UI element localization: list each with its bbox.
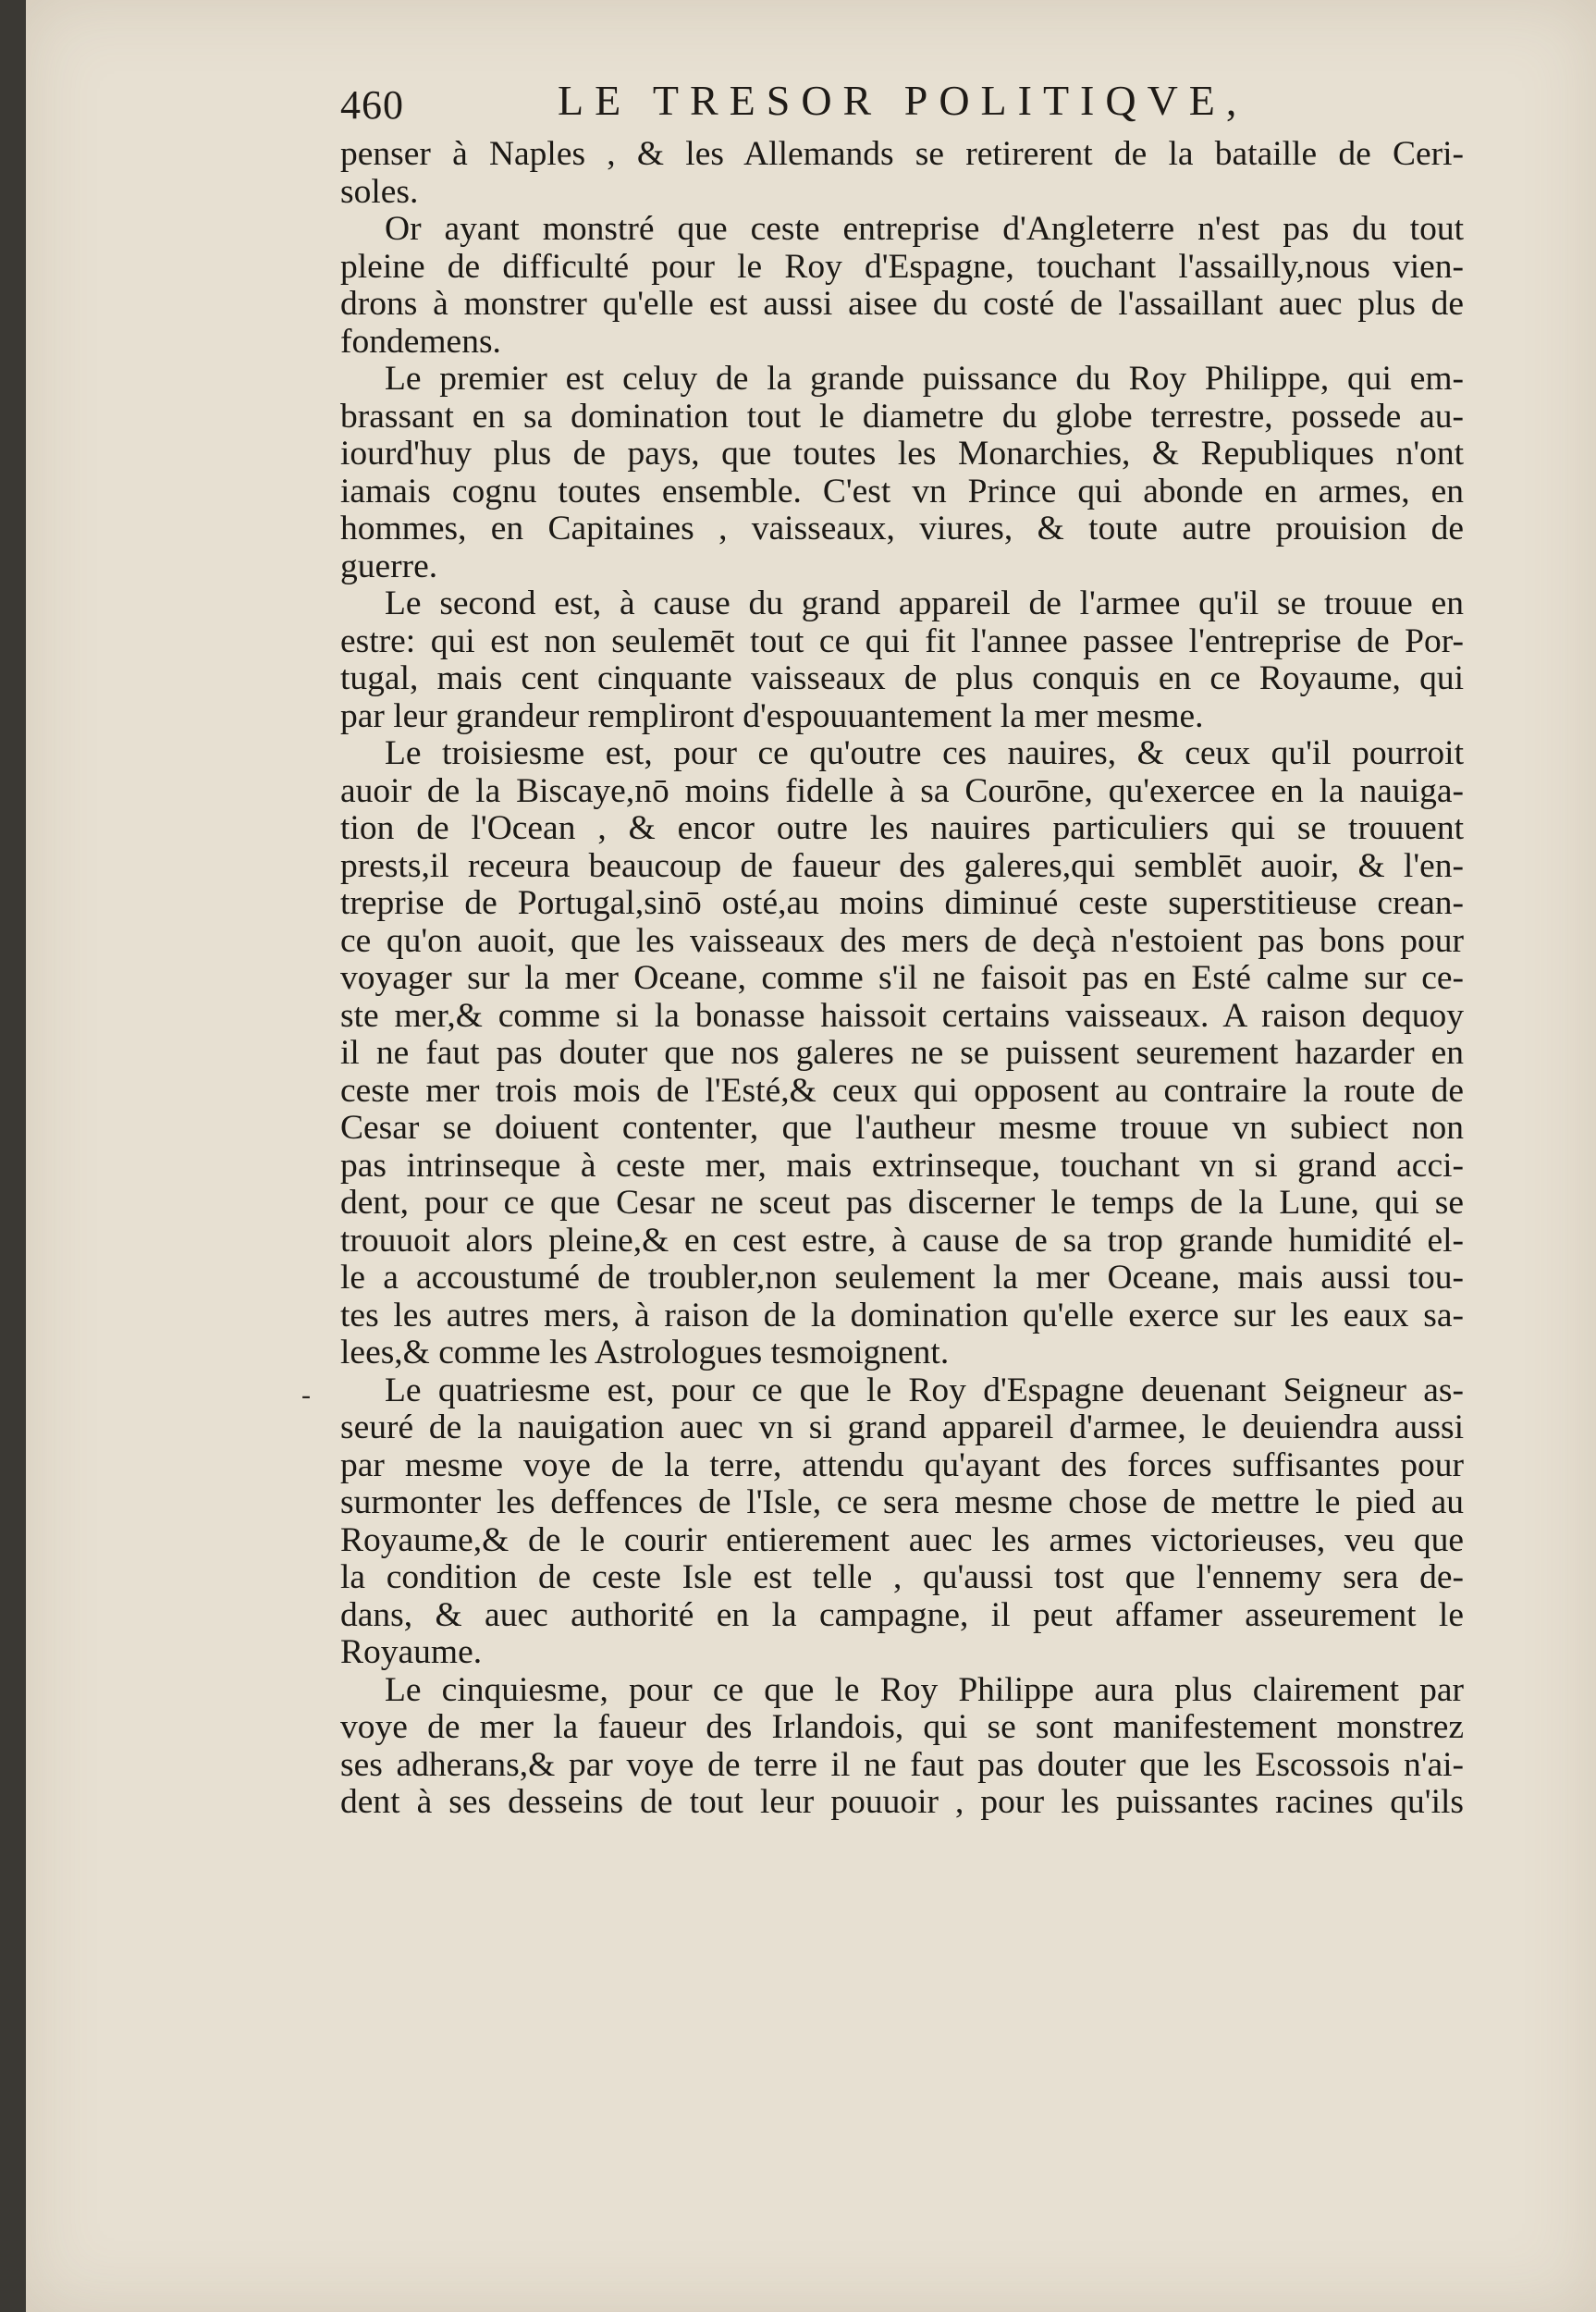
text-line: Le troisiesme est, pour ce qu'outre ces nauires, & ceux qu'il pourroit xyxy=(385,735,1464,772)
text-line: seuré de la nauigation auec vn si grand appareil d'armee, le deuiendra aussi xyxy=(340,1409,1464,1446)
text-line: Royaume,& de le courir entierement auec les armes victorieuses, veu que xyxy=(340,1521,1464,1559)
text-line: surmonter les deffences de l'Isle, ce sera mesme chose de mettre le pied au xyxy=(340,1484,1464,1521)
page-header xyxy=(340,76,1430,141)
text-line: par mesme voye de la terre, attendu qu'ayant des forces suffisantes pour xyxy=(340,1446,1464,1484)
body-text xyxy=(340,136,1464,1822)
text-line: Le quatriesme est, pour ce que le Roy d'Espagne deuenant Seigneur as- xyxy=(385,1371,1464,1409)
text-line: penser à Naples , & les Allemands se retirerent de la bataille de Ceri- xyxy=(340,136,1464,173)
text-line: dans, & auec authorité en la campagne, il peut affamer asseurement le xyxy=(340,1596,1464,1634)
page-number: 460 xyxy=(340,82,404,128)
text-line: Cesar se doiuent contenter, que l'autheur mesme trouue vn subiect non xyxy=(340,1110,1464,1147)
text-line: Or ayant monstré que ceste entreprise d'Angleterre n'est pas du tout xyxy=(385,211,1464,248)
text-line: voyager sur la mer Oceane, comme s'il ne faisoit pas en Esté calme sur ce- xyxy=(340,960,1464,997)
text-line: ceste mer trois mois de l'Esté,& ceux qui opposent au contraire la route de xyxy=(340,1072,1464,1110)
book-page xyxy=(26,0,1596,2312)
text-line: voye de mer la faueur des Irlandois, qui se sont manifestement monstrez xyxy=(340,1709,1464,1746)
margin-mark: - xyxy=(301,1380,311,1410)
text-line: le a accoustumé de troubler,non seulement la mer Oceane, mais aussi tou- xyxy=(340,1260,1464,1297)
text-line: prests,il receura beaucoup de faueur des galeres,qui semblēt auoir, & l'en- xyxy=(340,847,1464,885)
text-line: ce qu'on auoit, que les vaisseaux des mers de deçà n'estoient pas bons pour xyxy=(340,922,1464,960)
text-line: lees,& comme les Astrologues tesmoignent. xyxy=(340,1334,950,1371)
text-line: dent à ses desseins de tout leur pouuoir , pour les puissantes racines qu'ils xyxy=(340,1784,1464,1821)
text-line: pas intrinseque à ceste mer, mais extrinseque, touchant vn si grand acci- xyxy=(340,1147,1464,1185)
text-line: treprise de Portugal,sinō osté,au moins diminué ceste superstitieuse crean- xyxy=(340,885,1464,922)
text-line: trouuoit alors pleine,& en cest estre, à cause de sa trop grande humidité el- xyxy=(340,1222,1464,1260)
text-line: auoir de la Biscaye,nō moins fidelle à sa Courōne, qu'exercee en la nauiga- xyxy=(340,772,1464,810)
text-line: fondemens. xyxy=(340,323,501,361)
text-line: la condition de ceste Isle est telle , qu'aussi tost que l'ennemy sera de- xyxy=(340,1559,1464,1596)
text-line: par leur grandeur rempliront d'espouuantement la mer mesme. xyxy=(340,697,1204,735)
text-line: brassant en sa domination tout le diametre du globe terrestre, possede au- xyxy=(340,398,1464,436)
text-line: iamais cognu toutes ensemble. C'est vn Prince qui abonde en armes, en xyxy=(340,473,1464,510)
text-line: tes les autres mers, à raison de la domination qu'elle exerce sur les eaux sa- xyxy=(340,1297,1464,1334)
text-line: hommes, en Capitaines , vaisseaux, viures, & toute autre prouision de xyxy=(340,510,1464,547)
text-line: Le premier est celuy de la grande puissance du Roy Philippe, qui em- xyxy=(385,361,1464,398)
text-line: ses adherans,& par voye de terre il ne faut pas douter que les Escossois n'ai- xyxy=(340,1746,1464,1784)
text-line: iourd'huy plus de pays, que toutes les Monarchies, & Republiques n'ont xyxy=(340,436,1464,473)
text-line: guerre. xyxy=(340,547,438,585)
text-line: Le cinquiesme, pour ce que le Roy Philippe aura plus clairement par xyxy=(385,1671,1464,1709)
running-title: LE TRESOR POLITIQVE, xyxy=(558,77,1248,124)
text-line: soles. xyxy=(340,173,419,211)
text-line: il ne faut pas douter que nos galeres ne se puissent seurement hazarder en xyxy=(340,1035,1464,1072)
text-line: estre: qui est non seulemēt tout ce qui fit l'annee passee l'entreprise de Por- xyxy=(340,622,1464,660)
text-line: tugal, mais cent cinquante vaisseaux de plus conquis en ce Royaume, qui xyxy=(340,660,1464,697)
text-line: ste mer,& comme si la bonasse haissoit certains vaisseaux. A raison dequoy xyxy=(340,997,1464,1035)
text-line: Le second est, à cause du grand appareil de l'armee qu'il se trouue en xyxy=(385,585,1464,622)
text-line: dent, pour ce que Cesar ne sceut pas discerner le temps de la Lune, qui se xyxy=(340,1185,1464,1222)
text-line: drons à monstrer qu'elle est aussi aisee du costé de l'assaillant auec plus de xyxy=(340,286,1464,323)
text-line: Royaume. xyxy=(340,1634,483,1671)
text-line: tion de l'Ocean , & encor outre les nauires particuliers qui se trouuent xyxy=(340,810,1464,847)
text-line: pleine de difficulté pour le Roy d'Espagne, touchant l'assailly,nous vien- xyxy=(340,248,1464,286)
